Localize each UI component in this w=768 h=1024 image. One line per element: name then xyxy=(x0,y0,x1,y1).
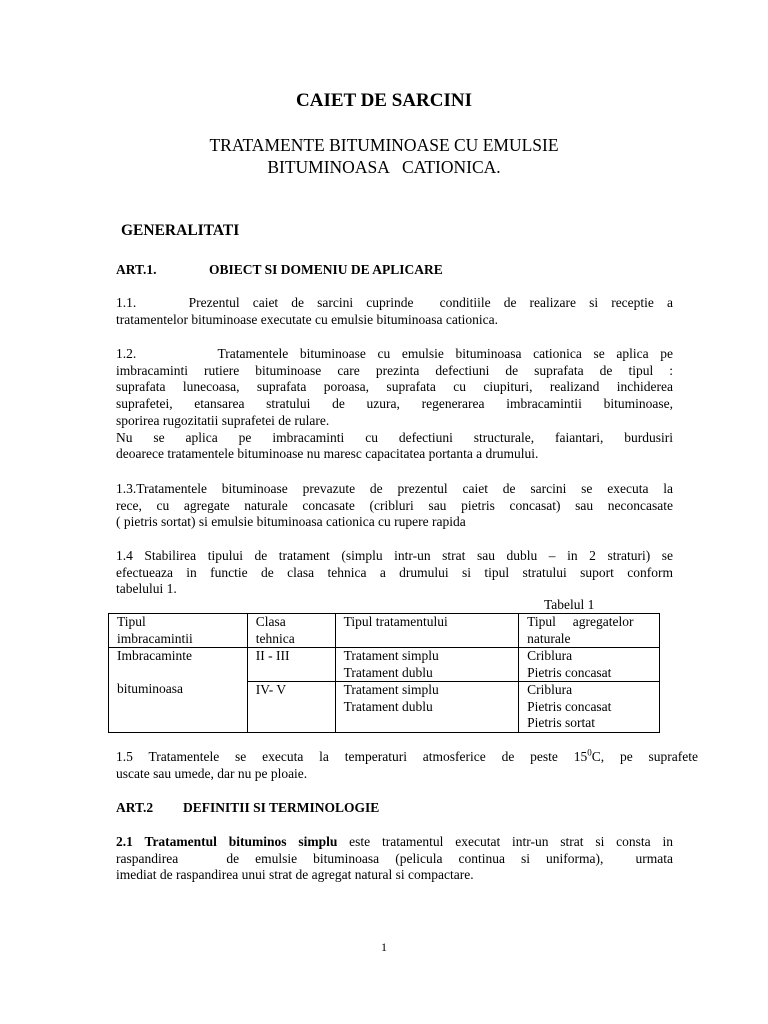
paragraph-line: ( pietris sortat) si emulsie bituminoasa cationica cu rupere rapida xyxy=(116,514,466,530)
paragraph-line: sporirea rugozitatii suprafetei de rulare. xyxy=(116,412,330,428)
paragraph-1-3 xyxy=(116,481,673,531)
text-run: C, pe suprafete xyxy=(591,749,699,764)
paragraph-line: imbracaminti rutiere bituminoase care prezinta defectiuni de suprafata de tipul : xyxy=(116,362,673,378)
cell-text: Tratament dublu xyxy=(343,698,433,714)
cell-text: Tipul tratamentului xyxy=(343,614,448,629)
paragraph-line: 1.3.Tratamentele bituminoase prevazute de prezentul caiet de sarcini se executa la xyxy=(116,481,673,496)
cell-text: Pietris sortat xyxy=(527,715,595,730)
table1-caption: Tabelul 1 xyxy=(544,597,595,612)
paragraph-line: 1.4 Stabilirea tipului de tratament (simplu intr-un strat sau dublu – in 2 straturi) se xyxy=(116,548,673,563)
table-row xyxy=(109,648,660,682)
table-cell xyxy=(247,682,335,733)
document-subtitle xyxy=(0,134,768,178)
cell-text: Criblura xyxy=(527,682,573,697)
cell-text: bituminoasa xyxy=(117,681,183,696)
paragraph-1-1 xyxy=(116,295,673,328)
paragraph-line: rece, cu agregate naturale concasate (cribluri sau pietris concasat) sau neconcasate xyxy=(116,497,673,513)
cell-text: Tratament simplu xyxy=(343,648,439,663)
table-header-cell xyxy=(519,614,660,648)
superscript-degree: 0 xyxy=(587,747,592,758)
paragraph-line: imediat de raspandirea unui strat de agregat natural si compactare. xyxy=(116,867,474,883)
paragraph-line: suprafetei, etansarea stratului de uzura, regenerarea imbracamintii bituminoase, xyxy=(116,396,673,412)
paragraph-line: 1.1. Prezentul caiet de sarcini cuprinde conditiile de realizare si receptie a xyxy=(116,295,673,310)
table-header-row xyxy=(109,614,660,648)
table-header-cell xyxy=(109,614,248,648)
table-cell xyxy=(519,648,660,682)
cell-text: Tipul xyxy=(117,614,146,629)
page-number: 1 xyxy=(381,940,387,954)
paragraph-line: 1.2. Tratamentele bituminoase cu emulsie bituminoasa cationica se aplica pe xyxy=(116,346,673,361)
table-header-cell xyxy=(335,614,519,648)
cell-text: Imbracaminte xyxy=(117,648,192,663)
art2-heading xyxy=(116,800,379,816)
cell-text: Clasa xyxy=(255,614,286,629)
paragraph-line xyxy=(116,747,699,766)
cell-text: Criblura xyxy=(527,648,573,663)
table-cell xyxy=(335,648,519,682)
art1-number: ART.1. xyxy=(116,262,157,277)
cell-text: IV- V xyxy=(255,682,287,697)
paragraph-1-5 xyxy=(116,749,698,782)
cell-text: Pietris concasat xyxy=(527,698,612,714)
paragraph-line: tratamentelor bituminoase executate cu emulsie bituminoasa cationica. xyxy=(116,311,498,327)
cell-text: II - III xyxy=(255,648,290,663)
paragraph-1-4 xyxy=(116,548,673,598)
table-cell xyxy=(335,682,519,733)
text-run: este tratamentul executat intr-un strat si consta in xyxy=(337,834,673,849)
paragraph-2-1 xyxy=(116,834,673,884)
bold-term: 2.1 Tratamentul bituminos simplu xyxy=(116,834,338,849)
art2-number: ART.2 xyxy=(116,800,154,815)
paragraph-line: deoarece tratamentele bituminoase nu maresc capacitatea portanta a drumului. xyxy=(116,446,539,462)
cell-text: tehnica xyxy=(255,630,295,646)
paragraph-line: Nu se aplica pe imbracaminti cu defectiuni structurale, faiantari, burdusiri xyxy=(116,429,673,445)
table-header-cell xyxy=(247,614,335,648)
subtitle-line: TRATAMENTE BITUMINOASE CU EMULSIE xyxy=(209,135,559,155)
paragraph-line xyxy=(116,834,673,851)
paragraph-line: suprafata lunecoasa, suprafata poroasa, suprafata cu ciupituri, realizand inchiderea xyxy=(116,379,673,395)
document-title: CAIET DE SARCINI xyxy=(296,90,472,111)
table-cell xyxy=(519,682,660,733)
cell-text: naturale xyxy=(527,630,571,646)
cell-text: Tratament dublu xyxy=(343,664,433,680)
cell-text: Pietris concasat xyxy=(527,664,612,680)
section-heading-generalitati: GENERALITATI xyxy=(121,222,240,239)
cell-text: Tipul agregatelor xyxy=(527,614,634,629)
table-cell xyxy=(109,648,248,733)
text-run: 1.5 Tratamentele se executa la temperaturi atmosferice de peste 15 xyxy=(116,749,588,764)
cell-text: imbracamintii xyxy=(117,630,193,646)
paragraph-1-2 xyxy=(116,346,673,463)
art1-heading xyxy=(116,262,443,278)
subtitle-line: BITUMINOASA CATIONICA. xyxy=(267,157,501,177)
art1-title: OBIECT SI DOMENIU DE APLICARE xyxy=(209,262,443,277)
table-cell xyxy=(247,648,335,682)
art2-title: DEFINITII SI TERMINOLOGIE xyxy=(183,800,380,815)
paragraph-line: efectueaza in functie de clasa tehnica a drumului si tipul stratului suport conform xyxy=(116,564,673,580)
paragraph-line: uscate sau umede, dar nu pe ploaie. xyxy=(116,765,308,781)
cell-text: Tratament simplu xyxy=(343,682,439,697)
table-1 xyxy=(108,613,660,733)
paragraph-line: raspandirea de emulsie bituminoasa (pelicula continua si uniforma), urmata xyxy=(116,850,673,866)
paragraph-line: tabelului 1. xyxy=(116,581,177,597)
